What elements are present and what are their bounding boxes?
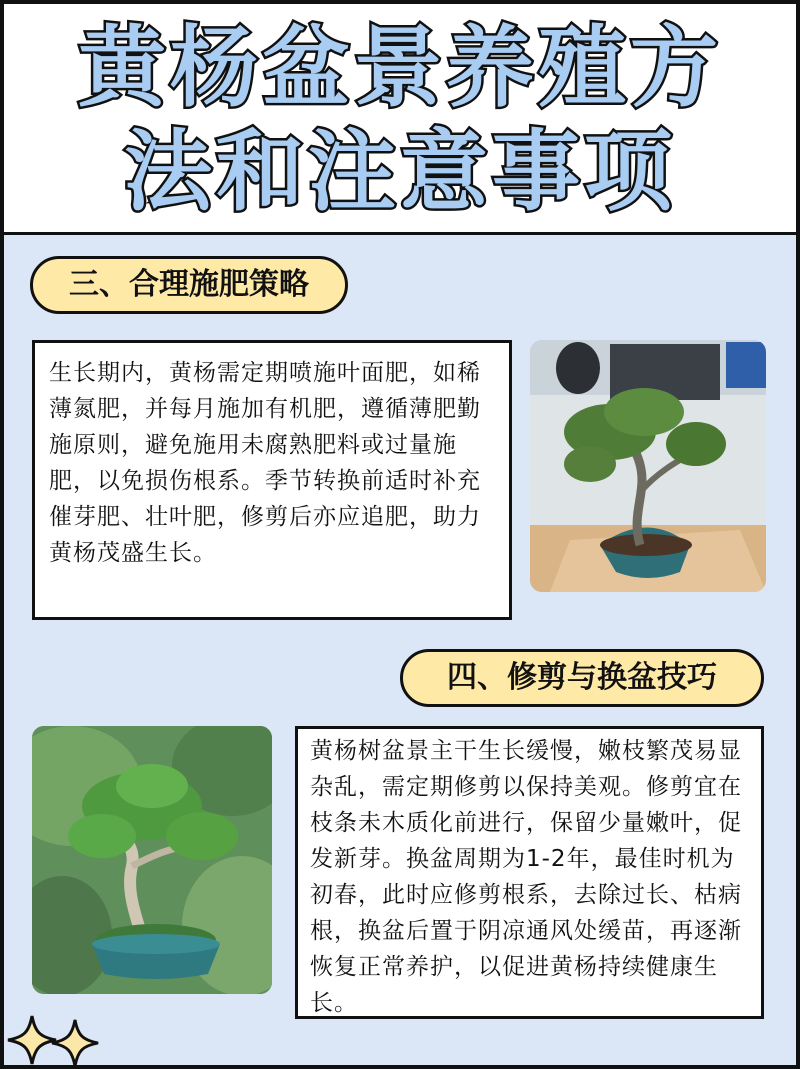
section-4-text: 黄杨树盆景主干生长缓慢，嫩枝繁茂易显杂乱，需定期修剪以保持美观。修剪宜在枝条未木质化前进行，保留少量嫩叶，促发新芽。换盆周期为1-2年，最佳时机为初春，此时应修剪根系，去除过长、枯病根，换盆后置于阴凉通风处缓苗，再逐渐恢复正常养护，以促进黄杨持续健康生长。	[295, 726, 764, 1019]
section-4-heading: 四、修剪与换盆技巧	[400, 649, 764, 707]
frame-left	[0, 0, 4, 1069]
title-banner	[0, 0, 800, 232]
boxwood-bonsai-photo-1	[530, 340, 766, 592]
bonsai-image-2	[32, 726, 272, 994]
section-3-heading: 三、合理施肥策略	[30, 256, 348, 314]
page-title-line-2: 法和注意事项	[123, 120, 676, 223]
frame-right	[796, 0, 800, 1069]
frame-top	[0, 0, 800, 4]
section-3-text: 生长期内，黄杨需定期喷施叶面肥，如稀薄氮肥，并每月施加有机肥，遵循薄肥勤施原则，避免施用未腐熟肥料或过量施肥，以免损伤根系。季节转换前适时补充催芽肥、壮叶肥，修剪后亦应追肥，助力黄杨茂盛生长。	[32, 340, 512, 620]
page-title-line-1: 黄杨盆景养殖方	[77, 16, 722, 119]
four-point-star-icon	[50, 1018, 100, 1068]
frame-bottom	[0, 1065, 800, 1069]
boxwood-bonsai-photo-2	[32, 726, 272, 994]
bonsai-image-1	[530, 340, 766, 592]
